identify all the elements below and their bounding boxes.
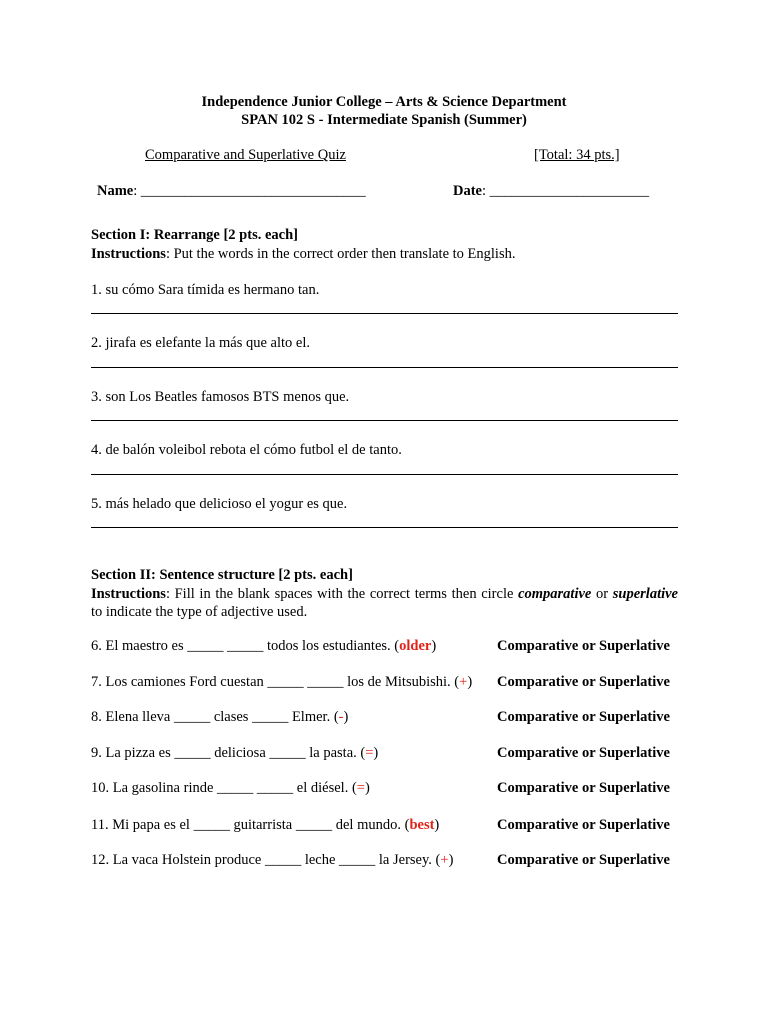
answer-line-1[interactable] [91, 313, 678, 314]
blank-9b[interactable]: _____ [269, 745, 306, 761]
choice-10[interactable]: Comparative or Superlative [497, 780, 670, 796]
name-label: Name [97, 183, 134, 199]
hint-8: - [338, 709, 344, 725]
blank-12b[interactable]: _____ [339, 852, 376, 868]
hint-11: best [409, 817, 435, 833]
blank-6a[interactable]: _____ [187, 638, 224, 654]
name-blank[interactable]: : _______________________________ [133, 183, 366, 199]
section2-instructions: Instructions: Fill in the blank spaces with the correct terms then circle comparative or superlative to indicate the type of adjective used. [91, 586, 678, 620]
blank-8a[interactable]: _____ [173, 709, 211, 725]
question-2: 2. jirafa es elefante la más que alto el. [91, 335, 311, 351]
choice-8[interactable]: Comparative or Superlative [497, 709, 670, 725]
question-10: 10. La gasolina rinde _____ _____ el diésel. (=) [91, 780, 370, 796]
choice-9[interactable]: Comparative or Superlative [497, 745, 670, 761]
section1-instructions: Instructions: Put the words in the correct order then translate to English. [91, 246, 516, 262]
question-4: 4. de balón voleibol rebota el cómo futbol el de tanto. [91, 442, 402, 458]
quiz-title: Comparative and Superlative Quiz [145, 147, 346, 163]
question-11: 11. Mi papa es el _____ guitarrista _____ del mundo. (best) [91, 817, 440, 833]
date-label: Date [453, 183, 482, 199]
course-title: SPAN 102 S - Intermediate Spanish (Summer) [241, 112, 527, 128]
hint-10: = [356, 780, 365, 796]
section2-title: Section II: Sentence structure [2 pts. each] [91, 567, 353, 583]
date-blank[interactable]: : ______________________ [482, 183, 650, 199]
blank-10a[interactable]: _____ [217, 780, 254, 796]
question-12: 12. La vaca Holstein produce _____ leche _____ la Jersey. (+) [91, 852, 454, 868]
blank-8b[interactable]: _____ [252, 709, 289, 725]
blank-7b[interactable]: _____ [307, 674, 344, 690]
question-9: 9. La pizza es _____ deliciosa _____ la pasta. (=) [91, 745, 379, 761]
hint-12: + [440, 852, 449, 868]
blank-7a[interactable]: _____ [267, 674, 304, 690]
blank-6b[interactable]: _____ [227, 638, 264, 654]
section1-title: Section I: Rearrange [2 pts. each] [91, 227, 298, 243]
question-5: 5. más helado que delicioso el yogur es que. [91, 496, 348, 512]
blank-11b[interactable]: _____ [295, 817, 333, 833]
quiz-total: [Total: 34 pts.] [534, 147, 620, 163]
answer-line-4[interactable] [91, 474, 678, 475]
blank-11a[interactable]: _____ [193, 817, 230, 833]
choice-7[interactable]: Comparative or Superlative [497, 674, 670, 690]
question-8: 8. Elena lleva _____ clases _____ Elmer. (-) [91, 709, 349, 725]
choice-12[interactable]: Comparative or Superlative [497, 852, 670, 868]
college-name: Independence Junior College – Arts & Science Department [201, 94, 567, 110]
question-6: 6. El maestro es _____ _____ todos los estudiantes. (older) [91, 638, 437, 654]
choice-11[interactable]: Comparative or Superlative [497, 817, 670, 833]
question-1: 1. su cómo Sara tímida es hermano tan. [91, 282, 320, 298]
question-3: 3. son Los Beatles famosos BTS menos que. [91, 389, 350, 405]
answer-line-5[interactable] [91, 527, 678, 528]
answer-line-2[interactable] [91, 367, 678, 368]
hint-7: + [459, 674, 468, 690]
choice-6[interactable]: Comparative or Superlative [497, 638, 670, 654]
name-field[interactable] [97, 183, 366, 200]
blank-12a[interactable]: _____ [264, 852, 302, 868]
hint-6: older [399, 638, 432, 654]
blank-10b[interactable]: _____ [256, 780, 294, 796]
hint-9: = [365, 745, 374, 761]
blank-9a[interactable]: _____ [174, 745, 211, 761]
answer-line-3[interactable] [91, 420, 678, 421]
date-field[interactable] [453, 183, 649, 200]
question-7: 7. Los camiones Ford cuestan _____ _____ los de Mitsubishi. (+) [91, 674, 473, 690]
